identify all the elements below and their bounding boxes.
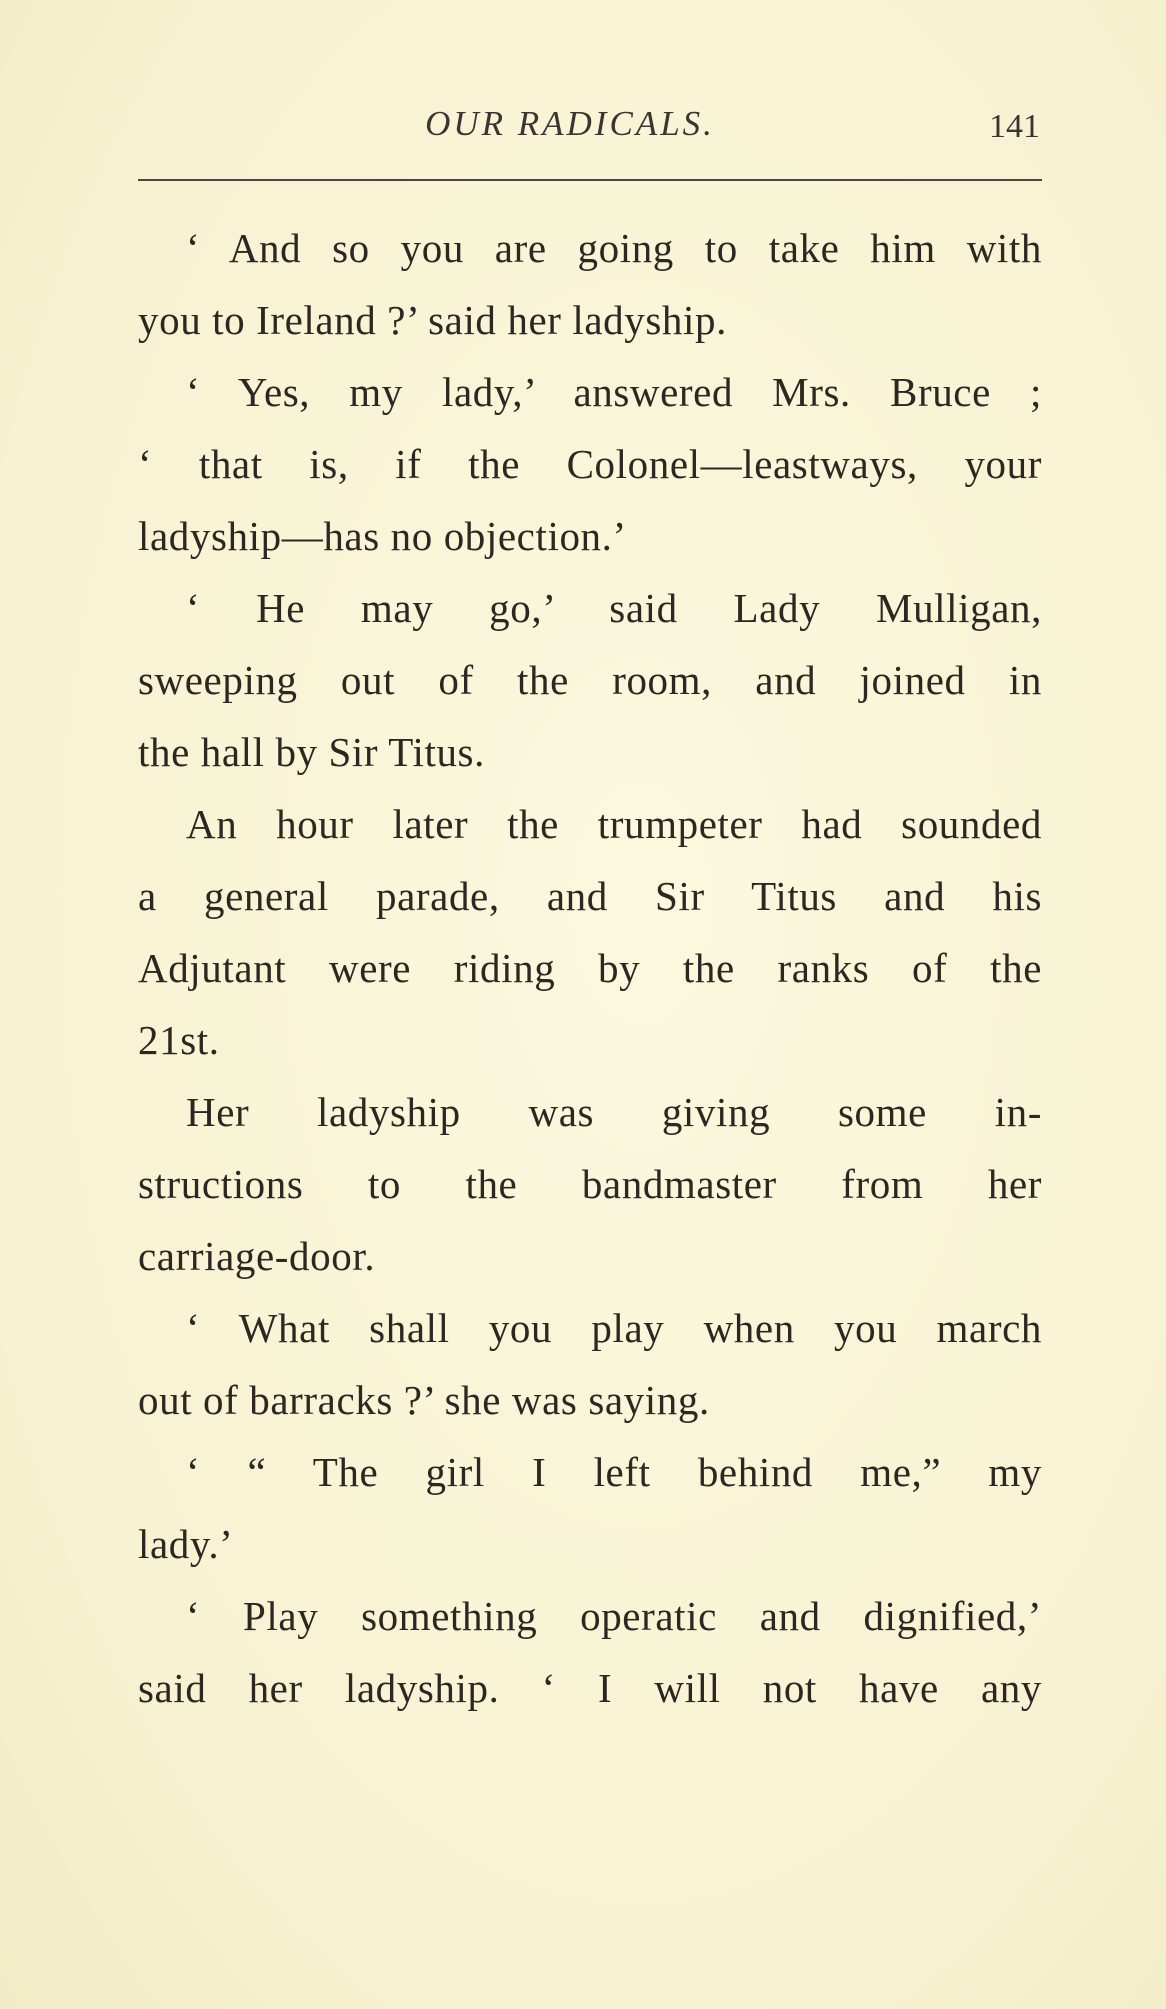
text-line: out of barracks ?’ she was saying. (138, 1377, 710, 1423)
text-line: the hall by Sir Titus. (138, 729, 485, 775)
text-line: Her ladyship was giving some in- (186, 1089, 1042, 1135)
text-line: An hour later the trumpeter had sounded (186, 801, 1042, 847)
text-line: you to Ireland ?’ said her ladyship. (138, 297, 727, 343)
page-number: 141 (989, 108, 1040, 145)
text-line: ‘ And so you are going to take him with (186, 225, 1042, 271)
text-line: ‘ Yes, my lady,’ answered Mrs. Bruce ; (186, 369, 1042, 415)
text-line: said her ladyship. ‘ I will not have any (138, 1665, 1042, 1711)
text-line: ‘ that is, if the Colonel—leastways, your (138, 441, 1042, 487)
body-text (138, 212, 1042, 1724)
text-line: 21st. (138, 1017, 220, 1063)
text-line: ‘ “ The girl I left behind me,” my (186, 1449, 1042, 1495)
text-line: ‘ He may go,’ said Lady Mulligan, (186, 585, 1042, 631)
text-line: lady.’ (138, 1521, 234, 1567)
running-title: OUR RADICALS. (425, 104, 715, 143)
text-line: ‘ What shall you play when you march (186, 1305, 1042, 1351)
text-line: a general parade, and Sir Titus and his (138, 873, 1042, 919)
text-line: ladyship—has no objection.’ (138, 513, 627, 559)
text-line: structions to the bandmaster from her (138, 1161, 1042, 1207)
text-line: Adjutant were riding by the ranks of the (138, 945, 1042, 991)
running-head (130, 104, 1050, 154)
text-line: carriage-door. (138, 1233, 376, 1279)
text-line: sweeping out of the room, and joined in (138, 657, 1042, 703)
header-rule (138, 179, 1042, 181)
text-line: ‘ Play something operatic and dignified,’ (186, 1593, 1042, 1639)
